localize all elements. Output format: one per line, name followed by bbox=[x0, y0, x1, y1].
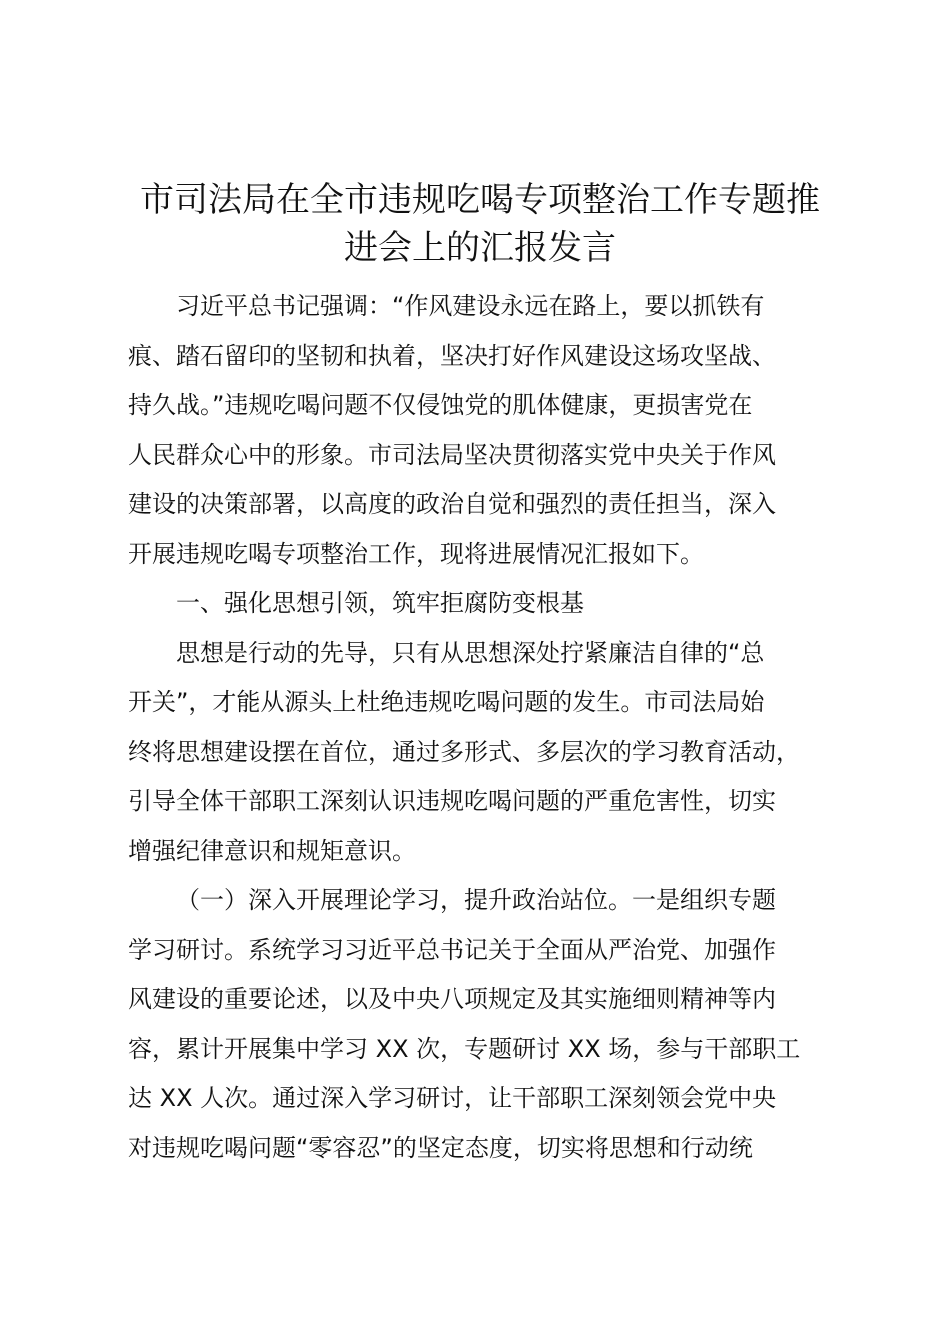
paragraph-line: 容，累计开展集中学习 XX 次，专题研讨 XX 场，参与干部职工 bbox=[128, 1034, 801, 1063]
document-body bbox=[128, 282, 836, 1173]
paragraph-line: 达 XX 人次。通过深入学习研讨，让干部职工深刻领会党中央 bbox=[128, 1084, 777, 1112]
paragraph-line: 增强纪律意识和规矩意识。 bbox=[128, 836, 416, 865]
paragraph-line: 学习研讨。系统学习习近平总书记关于全面从严治党、加强作 bbox=[128, 935, 776, 964]
title-line-1: 市司法局在全市违规吃喝专项整治工作专题推 bbox=[140, 180, 820, 220]
paragraph-line: 引导全体干部职工深刻认识违规吃喝问题的严重危害性，切实 bbox=[128, 787, 776, 815]
paragraph-line: 开展违规吃喝专项整治工作，现将进展情况汇报如下。 bbox=[128, 539, 704, 568]
paragraph-line: 终将思想建设摆在首位，通过多形式、多层次的学习教育活动， bbox=[128, 737, 800, 766]
paragraph-line: 对违规吃喝问题“零容忍”的坚定态度，切实将思想和行动统 bbox=[128, 1133, 753, 1162]
paragraph-line: 思想是行动的先导，只有从思想深处拧紧廉洁自律的“总 bbox=[176, 638, 765, 667]
paragraph-line: 痕、踏石留印的坚韧和执着，坚决打好作风建设这场攻坚战、 bbox=[128, 341, 776, 370]
section-heading: 一、强化思想引领，筑牢拒腐防变根基 bbox=[176, 589, 584, 617]
paragraph-line: 开关”，才能从源头上杜绝违规吃喝问题的发生。市司法局始 bbox=[128, 688, 765, 716]
paragraph-line: 习近平总书记强调：“作风建设永远在路上，要以抓铁有 bbox=[176, 292, 765, 320]
document-title bbox=[110, 176, 850, 272]
paragraph-line: 风建设的重要论述，以及中央八项规定及其实施细则精神等内 bbox=[128, 985, 776, 1013]
title-line-2: 进会上的汇报发言 bbox=[344, 228, 616, 268]
subsection-line: （一）深入开展理论学习，提升政治站位。一是组织专题 bbox=[176, 886, 776, 914]
paragraph-line: 持久战。”违规吃喝问题不仅侵蚀党的肌体健康，更损害党在 bbox=[128, 391, 753, 419]
paragraph-line: 人民群众心中的形象。市司法局坚决贯彻落实党中央关于作风 bbox=[128, 440, 776, 469]
paragraph-line: 建设的决策部署，以高度的政治自觉和强烈的责任担当，深入 bbox=[128, 490, 776, 518]
